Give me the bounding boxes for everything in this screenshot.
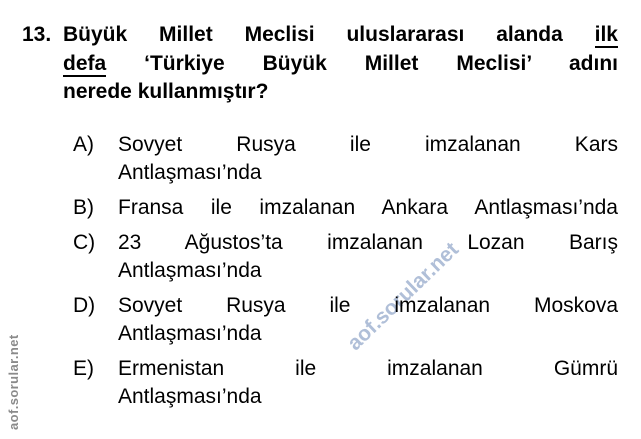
question-text-segment: Büyük Millet Meclisi uluslararası alanda xyxy=(63,23,595,46)
question-text xyxy=(63,21,618,107)
option-row xyxy=(73,194,618,222)
option-text xyxy=(118,131,618,187)
question-block xyxy=(0,0,641,107)
option-line: Antlaşması’nda xyxy=(118,384,262,408)
option-line: Sovyet Rusya ile imzalanan Kars xyxy=(118,132,618,156)
option-text xyxy=(118,355,618,411)
option-row xyxy=(73,229,618,285)
option-line: Antlaşması’nda xyxy=(118,321,262,345)
option-line: Fransa ile imzalanan Ankara Antlaşması’nda xyxy=(118,195,618,219)
option-text xyxy=(118,194,618,222)
option-letter: E) xyxy=(73,356,94,380)
option-letter: C) xyxy=(73,230,96,254)
options-list xyxy=(73,131,618,411)
underlined-text: defa xyxy=(63,51,107,75)
watermark-diagonal: aof.sorular.net xyxy=(343,237,464,355)
question-line xyxy=(63,50,618,79)
option-text xyxy=(118,292,618,348)
underlined-text: ilk xyxy=(594,23,618,46)
option-row xyxy=(73,355,618,411)
question-text-segment: ‘Türkiye Büyük Millet Meclisi’ adını xyxy=(106,51,618,75)
option-row xyxy=(73,131,618,187)
option-line: Antlaşması’nda xyxy=(118,258,262,282)
question-line xyxy=(63,78,618,107)
option-letter: D) xyxy=(73,293,96,317)
option-letter: B) xyxy=(73,195,94,219)
option-letter: A) xyxy=(73,132,94,156)
option-row xyxy=(73,292,618,348)
question-line xyxy=(63,21,618,50)
option-line: Antlaşması’nda xyxy=(118,160,262,184)
option-line: 23 Ağustos’ta imzalanan Lozan Barış xyxy=(118,230,618,254)
question-text-segment: nerede kullanmıştır? xyxy=(63,80,269,103)
option-line: Sovyet Rusya ile imzalanan Moskova xyxy=(118,293,618,317)
option-line: Ermenistan ile imzalanan Gümrü xyxy=(118,356,618,380)
question-number: 13. xyxy=(22,23,52,46)
option-text xyxy=(118,229,618,285)
watermark-vertical-left: aof.sorular.net xyxy=(6,334,21,430)
